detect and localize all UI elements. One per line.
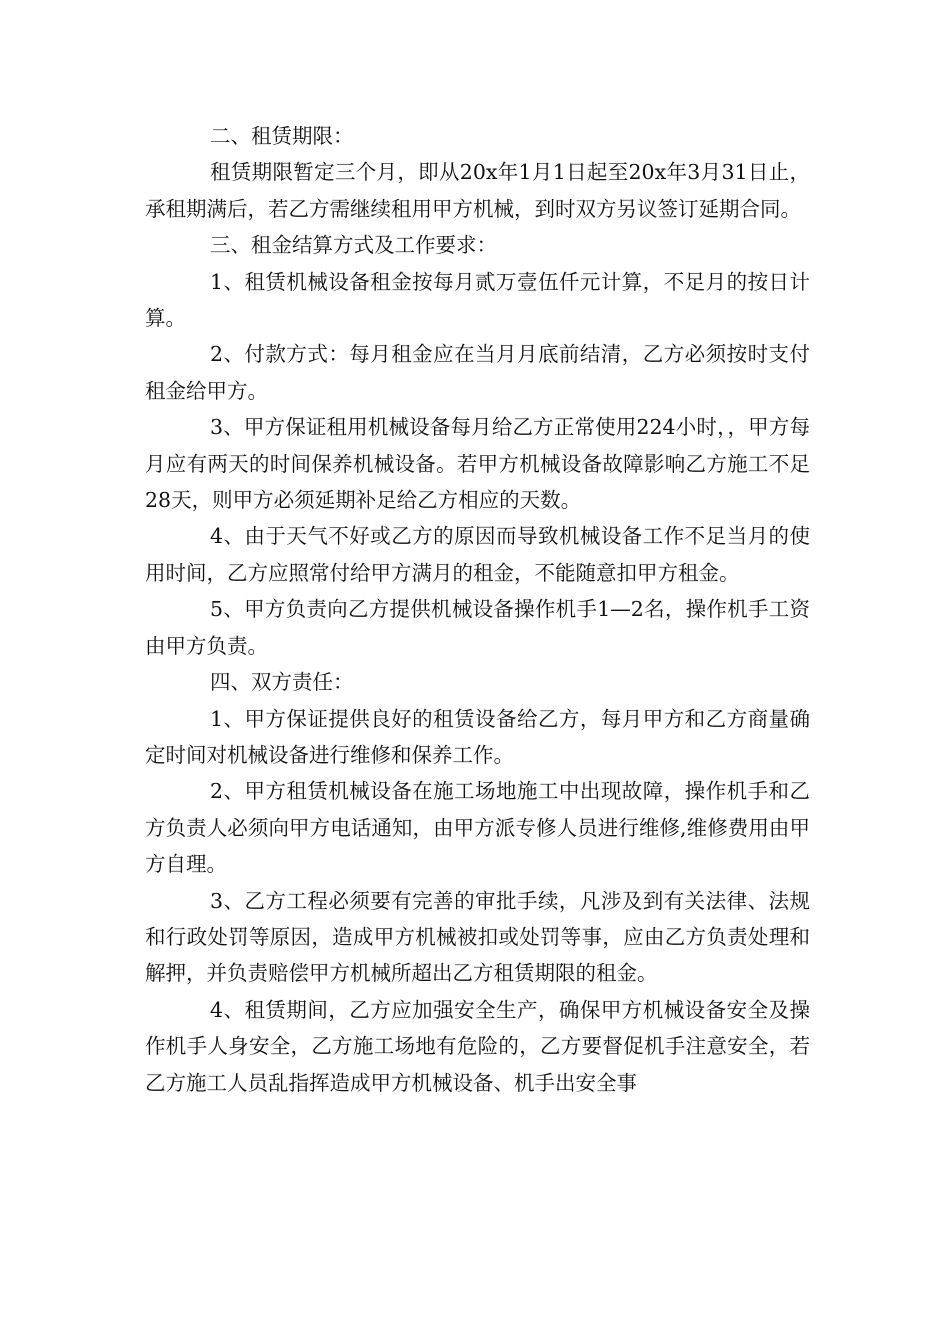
paragraph-responsibility-item-1: 1、甲方保证提供良好的租赁设备给乙方，每月甲方和乙方商量确定时间对机械设备进行维修和保养工作。 <box>145 706 810 767</box>
paragraph-rent-item-1: 1、租赁机械设备租金按每月贰万壹伍仟元计算，不足月的按日计算。 <box>145 269 810 331</box>
section-heading-responsibilities: 四、双方责任： <box>210 670 354 695</box>
paragraph-rent-item-2: 2、付款方式：每月租金应在当月月底前结清，乙方必须按时支付租金给甲方。 <box>145 342 810 403</box>
paragraph-rent-item-4: 4、由于天气不好或乙方的原因而导致机械设备工作不足当月的使用时间，乙方应照常付给甲方满月的租金，不能随意扣甲方租金。 <box>145 524 810 585</box>
paragraph-responsibility-item-2: 2、甲方租赁机械设备在施工场地施工中出现故障，操作机手和乙方负责人必须向甲方电话通知，由甲方派专修人员进行维修,维修费用由甲方自理。 <box>145 779 810 877</box>
document-body <box>145 118 810 1101</box>
section-heading-lease-term: 二、租赁期限： <box>210 124 354 148</box>
paragraph-rent-item-5: 5、甲方负责向乙方提供机械设备操作机手1—2名，操作机手工资由甲方负责。 <box>145 597 810 658</box>
paragraph-responsibility-item-3: 3、乙方工程必须要有完善的审批手续，凡涉及到有关法律、法规和行政处罚等原因，造成甲方机械被扣或处罚等事，应由乙方负责处理和解押，并负责赔偿甲方机械所超出乙方租赁期限的租金。 <box>145 888 810 986</box>
section-heading-rent-settlement: 三、租金结算方式及工作要求： <box>210 233 497 258</box>
paragraph-rent-item-3: 3、甲方保证租用机械设备每月给乙方正常使用224小时，，甲方每月应有两天的时间保养机械设备。若甲方机械设备故障影响乙方施工不足28天，则甲方必须延期补足给乙方相应的天数。 <box>145 415 810 513</box>
paragraph-responsibility-item-4: 4、租赁期间，乙方应加强安全生产，确保甲方机械设备安全及操作机手人身安全，乙方施工场地有危险的，乙方要督促机手注意安全，若乙方施工人员乱指挥造成甲方机械设备、机手出安全事 <box>145 997 810 1095</box>
paragraph-lease-term: 租赁期限暂定三个月，即从20x年1月1日起至20x年3月31日止，承租期满后，若乙方需继续租用甲方机械，到时双方另议签订延期合同。 <box>145 160 810 221</box>
